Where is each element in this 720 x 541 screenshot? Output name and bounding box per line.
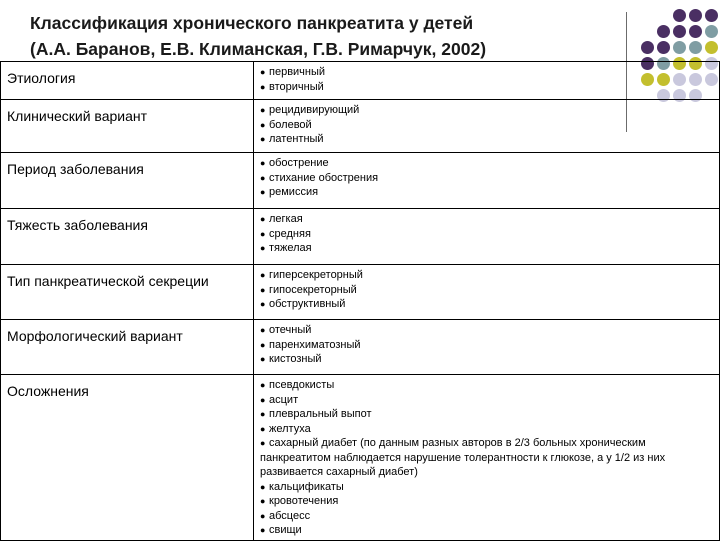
bullet-icon: ●: [260, 525, 266, 535]
category-label: Тяжесть заболевания: [1, 209, 254, 265]
category-items: [254, 153, 720, 209]
list-item: [260, 103, 711, 118]
list-item: [260, 268, 711, 283]
table-row: [1, 153, 720, 209]
list-item-text: рецидивирующий: [269, 104, 360, 116]
list-item: [260, 393, 711, 408]
list-item: [260, 480, 711, 495]
category-items: [254, 320, 720, 375]
bullet-icon: ●: [260, 394, 266, 405]
category-items: [254, 209, 720, 265]
list-item: [260, 80, 711, 95]
decor-dot: [673, 41, 686, 54]
list-item-text: обострение: [269, 157, 329, 169]
list-item: [260, 297, 711, 312]
category-label: Этиология: [1, 62, 254, 100]
table-row: [1, 265, 720, 320]
classification-table: [0, 61, 720, 541]
bullet-icon: ●: [260, 481, 266, 492]
bullet-icon: ●: [260, 270, 266, 280]
list-item-text: средняя: [269, 227, 311, 240]
list-item-text: ремиссия: [269, 186, 319, 198]
list-item-text: обструктивный: [269, 298, 346, 310]
category-items: [254, 265, 720, 320]
list-item-text: свищи: [269, 524, 302, 536]
category-items: [254, 375, 720, 541]
category-items: [254, 62, 720, 100]
category-label: Тип панкреатической секреции: [1, 265, 254, 320]
decor-dot: [673, 9, 686, 22]
bullet-icon: ●: [260, 214, 266, 224]
list-item: [260, 156, 711, 171]
list-item-text: желтуха: [269, 422, 311, 435]
bullet-icon: ●: [260, 339, 266, 350]
list-item-text: отечный: [269, 324, 312, 336]
bullet-icon: ●: [260, 325, 266, 335]
category-label: Осложнения: [1, 375, 254, 541]
bullet-icon: ●: [260, 67, 266, 77]
list-item: [260, 436, 711, 480]
list-item: [260, 407, 711, 422]
list-item: [260, 352, 711, 367]
decor-dot: [641, 41, 654, 54]
list-item-text: латентный: [269, 133, 324, 145]
list-item-text: болевой: [269, 118, 312, 131]
bullet-icon: ●: [260, 105, 266, 115]
list-item-text: вторичный: [269, 80, 324, 93]
list-item-text: кистозный: [269, 353, 322, 365]
list-item: [260, 523, 711, 538]
bullet-icon: ●: [260, 423, 266, 434]
bullet-icon: ●: [260, 228, 266, 239]
list-item: [260, 283, 711, 298]
category-label: Морфологический вариант: [1, 320, 254, 375]
list-item-text: псевдокисты: [269, 379, 335, 391]
title-line-2: (А.А. Баранов, Е.В. Климанская, Г.В. Римарчук, 2002): [30, 39, 487, 59]
list-item-text: плевральный выпот: [269, 408, 372, 420]
page-title: [30, 10, 610, 62]
list-item: [260, 118, 711, 133]
list-item: [260, 212, 711, 227]
list-item-text: гиперсекреторный: [269, 269, 363, 281]
list-item-text: легкая: [269, 213, 303, 225]
decor-dot: [673, 25, 686, 38]
list-item-text: тяжелая: [269, 242, 312, 254]
list-item-text: первичный: [269, 66, 326, 78]
bullet-icon: ●: [260, 438, 266, 448]
table-row: [1, 375, 720, 541]
decor-dot: [657, 25, 670, 38]
decor-dot: [705, 41, 718, 54]
bullet-icon: ●: [260, 299, 266, 309]
category-label: Клинический вариант: [1, 100, 254, 153]
bullet-icon: ●: [260, 243, 266, 253]
list-item: [260, 494, 711, 509]
decor-dot: [705, 25, 718, 38]
bullet-icon: ●: [260, 380, 266, 390]
list-item-text: стихание обострения: [269, 171, 379, 184]
bullet-icon: ●: [260, 354, 266, 364]
list-item: [260, 171, 711, 186]
list-item: [260, 65, 711, 80]
category-items: [254, 100, 720, 153]
list-item: [260, 509, 711, 524]
list-item-text: гипосекреторный: [269, 283, 357, 296]
decor-dot: [705, 9, 718, 22]
list-item: [260, 241, 711, 256]
bullet-icon: ●: [260, 496, 266, 506]
list-item: [260, 185, 711, 200]
table-row: [1, 62, 720, 100]
decor-dot: [689, 25, 702, 38]
list-item: [260, 422, 711, 437]
decor-dot: [689, 41, 702, 54]
bullet-icon: ●: [260, 172, 266, 183]
list-item-text: асцит: [269, 393, 299, 406]
bullet-icon: ●: [260, 158, 266, 168]
list-item: [260, 338, 711, 353]
table-row: [1, 209, 720, 265]
title-line-1: Классификация хронического панкреатита у детей: [30, 13, 474, 33]
list-item: [260, 323, 711, 338]
bullet-icon: ●: [260, 134, 266, 144]
bullet-icon: ●: [260, 510, 266, 521]
decor-dot: [657, 41, 670, 54]
list-item: [260, 132, 711, 147]
list-item-text: кальцификаты: [269, 480, 344, 493]
list-item: [260, 227, 711, 242]
bullet-icon: ●: [260, 284, 266, 295]
list-item-text: абсцесс: [269, 509, 311, 522]
bullet-icon: ●: [260, 187, 266, 197]
bullet-icon: ●: [260, 119, 266, 130]
category-label: Период заболевания: [1, 153, 254, 209]
bullet-icon: ●: [260, 81, 266, 92]
list-item-text: сахарный диабет (по данным разных авторов в 2/3 больных хроническим панкреатитом наблюдается нарушение толерантности к глюкозе, а у 1/2 из них развивается сахарный диабет): [260, 437, 666, 478]
bullet-icon: ●: [260, 409, 266, 419]
list-item-text: кровотечения: [269, 495, 339, 507]
decor-dot: [689, 9, 702, 22]
table-row: [1, 320, 720, 375]
list-item: [260, 378, 711, 393]
table-row: [1, 100, 720, 153]
list-item-text: паренхиматозный: [269, 338, 361, 351]
